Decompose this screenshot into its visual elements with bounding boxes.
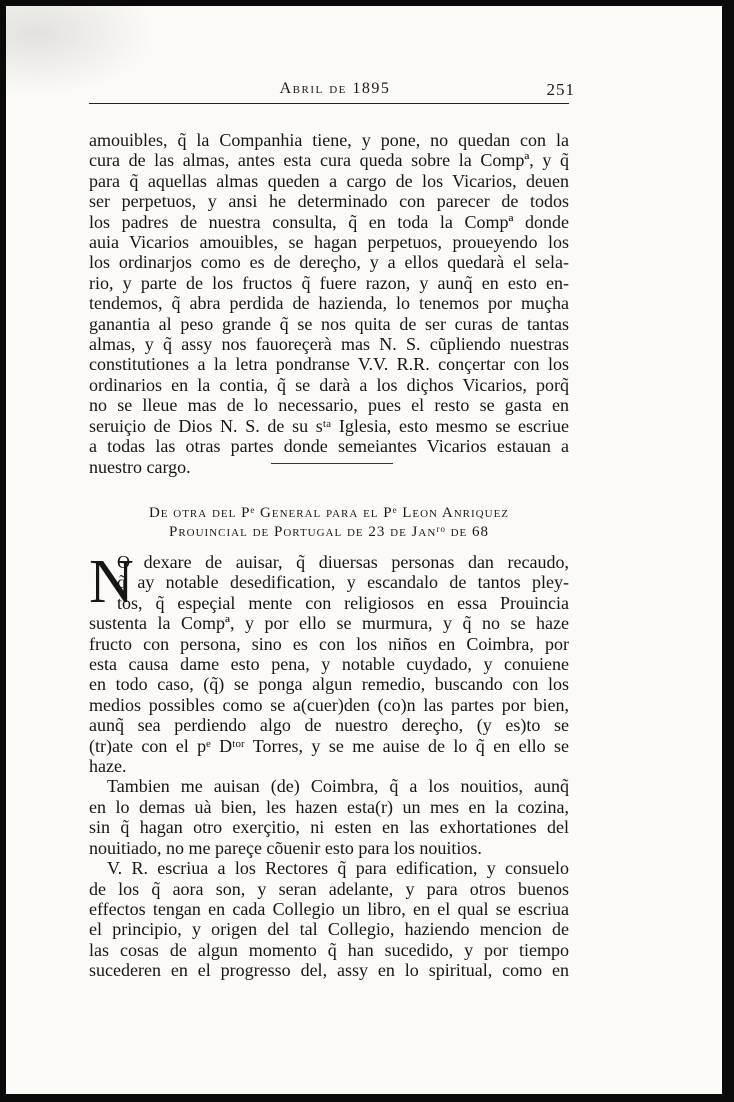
text-line: sustenta la Compª, y por ello se murmura, y q̃ no se haze: [89, 613, 569, 634]
text-line: O dexare de auisar, q̃ diuersas personas dan recaudo,: [117, 552, 569, 572]
text-line: cura de las almas, antes esta cura queda sobre la Compª, y q̃: [89, 150, 569, 171]
text-line: q̃ ay notable desedification, y escandalo de tantos pley-: [117, 572, 569, 593]
text-line: ganantia al peso grande q̃ se nos quita de ser curas de tantas: [89, 313, 569, 334]
text-line: seruiçio de Dios N. S. de su sᵗᵃ Iglesia, esto mesmo se escriue: [89, 415, 569, 436]
text-line: los padres de nuestra consulta, q̃ en toda la Compª donde: [89, 211, 569, 232]
text-line: nouitiado, no me pareçe cõuenir esto para los nouitios.: [89, 837, 482, 858]
text-line: en todo caso, (q̃) se ponga algun remedio, buscando con los: [89, 674, 569, 695]
text-line: las cosas de algun momento q̃ han sucedido, y por tiempo: [89, 939, 569, 960]
text-line: para q̃ aquellas almas queden a cargo de los Vicarios, deuen: [89, 170, 569, 191]
drop-cap: N: [89, 548, 134, 616]
text-line: de los q̃ aora son, y seran adelante, y para otros buenos: [89, 878, 569, 899]
text-line: effectos tengan en cada Collegio un libro, en el qual se escriua: [89, 898, 569, 919]
text-line: no se lleue mas de lo necessario, pues el resto se gasta en: [89, 395, 569, 416]
text-line: aunq̃ sea perdiendo algo de nuestro dereçho, (y es)to se: [89, 715, 569, 736]
section-divider: [271, 463, 393, 464]
text-line: medios possibles como se a(cuer)den (co)n las partes por bien,: [89, 694, 569, 715]
page-header: [95, 80, 575, 104]
running-title: Abril de 1895: [279, 80, 391, 97]
letter-heading-line2: Prouincial de Portugal de 23 de Janʳᵒ de 68: [168, 524, 490, 540]
text-line: tos, q̃ espeçial mente con religiosos en essa Prouincia: [117, 592, 569, 613]
text-line: (tr)ate con el pᵉ Dᵗᵒʳ Torres, y se me auise de lo q̃ en ello se: [89, 735, 569, 756]
header-rule: [89, 103, 569, 104]
text-line: fructo con persona, sino es con los niños en Coimbra, por: [89, 633, 569, 654]
text-line: amouibles, q̃ la Companhia tiene, y pone, no quedan con la: [89, 130, 569, 150]
text-line: sucederen en el progresso del, assy en lo spiritual, como en: [89, 960, 569, 981]
text-line: esta causa dame esto pena, y notable cuydado, y conuiene: [89, 654, 569, 675]
text-line: los ordinarjos como es de dereçho, y a ellos quedarà el sela-: [89, 252, 569, 273]
text-line: a todas las otras partes donde semeiantes Vicarios estauan a: [89, 436, 569, 457]
text-line: Tambien me auisan (de) Coimbra, q̃ a los nouitios, aunq̃: [107, 776, 569, 797]
text-line: haze.: [89, 756, 127, 777]
letter-heading-line1: De otra del Pᵉ General para el Pᵉ Leon Anriquez: [148, 505, 510, 521]
text-line: ser perpetuos, y ansi he determinado con parecer de todos: [89, 191, 569, 212]
text-line: rio, y parte de los fructos q̃ fuere razon, y aunq̃ en esto en-: [89, 272, 569, 293]
letter-body: [89, 548, 569, 981]
text-line: almas, y q̃ assy nos fauoreçerà mas N. S. cũpliendo nuestras: [89, 334, 569, 355]
text-line: auia Vicarios amouibles, se hagan perpetuos, proueyendo los: [89, 232, 569, 253]
text-line: sin q̃ hagan otro exerçitio, ni esten en las exhortationes del: [89, 817, 569, 838]
text-line: ordinarios en la contia, q̃ se darà a los diçhos Vicarios, porq̃: [89, 374, 569, 395]
text-line: nuestro cargo.: [89, 456, 191, 477]
text-line: en lo demas uà bien, les hazen esta(r) un mes en la cozina,: [89, 796, 569, 817]
page-number: 251: [546, 80, 575, 99]
paragraph-continuation: [89, 130, 569, 477]
text-line: constitutiones a la letra pondranse V.V. R.R. conçertar con los: [89, 354, 569, 375]
text-line: V. R. escriua a los Rectores q̃ para edification, y consuelo: [107, 858, 569, 879]
text-line: el principio, y origen del tal Collegio, haziendo mencion de: [89, 919, 569, 940]
text-line: tendemos, q̃ abra perdida de hazienda, lo tenemos por muçha: [89, 293, 569, 314]
